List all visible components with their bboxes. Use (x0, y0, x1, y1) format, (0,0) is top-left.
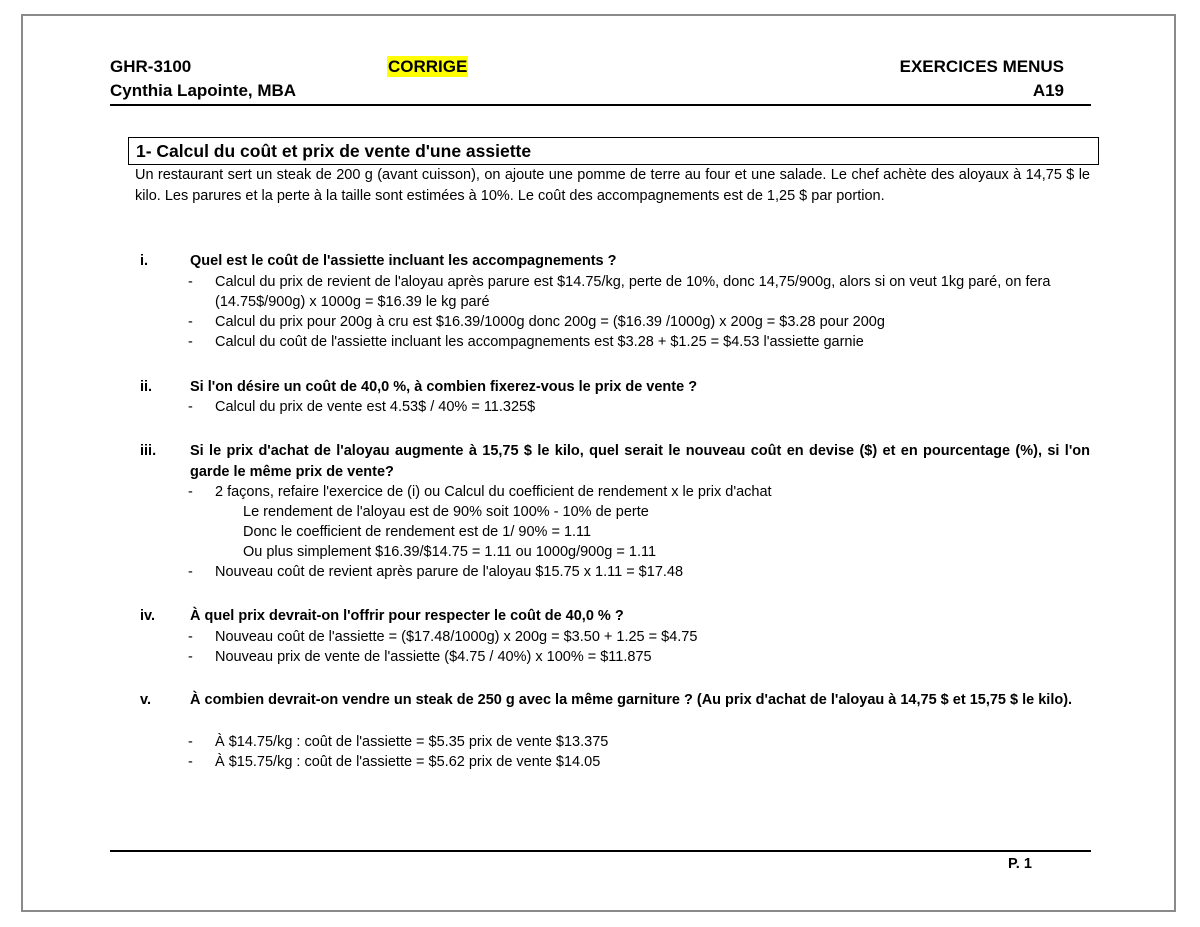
problem-statement: Un restaurant sert un steak de 200 g (avant cuisson), on ajoute une pomme de terre au four et une salade. Le chef achète des aloyaux à 14,75 $ le kilo. Les parures et la perte à la taille sont estimées à 10%. Le coût des accompagnements est de 1,25 $ par portion. (135, 167, 1090, 204)
question-text: À combien devrait-on vendre un steak de 250 g avec la même garniture ? (Au prix d'achat de l'aloyau à 14,75 $ et 15,75 $ le kilo). (190, 692, 1073, 708)
answer-list (188, 732, 1088, 772)
question-text: Quel est le coût de l'assiette incluant les accompagnements ? (190, 253, 617, 269)
question-number: i. (140, 253, 149, 269)
answer-item: - Calcul du prix de revient de l'aloyau après parure est $14.75/kg, perte de 10%, donc 14,75/900g, alors si on veut 1kg paré, on fera (14.75$/900g) x 1000g = $16.39 le kg paré (188, 274, 1051, 310)
answer-item: - Nouveau coût de l'assiette = ($17.48/1000g) x 200g = $3.50 + 1.25 = $4.75 (188, 629, 698, 645)
answer-item: - 2 façons, refaire l'exercice de (i) ou Calcul du coefficient de rendement x le prix d'achat (188, 484, 772, 500)
author-name: Cynthia Lapointe, MBA (110, 81, 297, 100)
question-text: À quel prix devrait-on l'offrir pour respecter le coût de 40,0 % ? (190, 608, 624, 624)
answer-subline: Le rendement de l'aloyau est de 90% soit 100% - 10% de perte (243, 504, 649, 520)
question-text: Si le prix d'achat de l'aloyau augmente à 15,75 $ le kilo, quel serait le nouveau coût en devise ($) et en pourcentage (%), si l'on garde le même prix de vente? (190, 443, 1090, 480)
answer-item: - À $14.75/kg : coût de l'assiette = $5.35 prix de vente $13.375 (188, 734, 609, 750)
answer-subline: Ou plus simplement $16.39/$14.75 = 1.11 ou 1000g/900g = 1.11 (243, 544, 657, 560)
question-number: iii. (140, 443, 157, 459)
footer-divider (110, 850, 1091, 852)
answer-item: - Nouveau prix de vente de l'assiette ($4.75 / 40%) x 100% = $11.875 (188, 649, 652, 665)
page-number: P. 1 (1008, 856, 1032, 872)
answer-list (188, 272, 1088, 352)
document-title: EXERCICES MENUS (899, 57, 1064, 76)
answer-item: - Calcul du coût de l'assiette incluant les accompagnements est $3.28 + $1.25 = $4.53 l'assiette garnie (188, 334, 864, 350)
page-header (110, 56, 1090, 108)
answer-list (188, 397, 1088, 417)
question-number: ii. (140, 379, 153, 395)
answer-subline: Donc le coefficient de rendement est de 1/ 90% = 1.11 (243, 524, 592, 540)
answer-item: - Calcul du prix pour 200g à cru est $16.39/1000g donc 200g = ($16.39 /1000g) x 200g = $3.28 pour 200g (188, 314, 885, 330)
corrige-badge: CORRIGE (388, 57, 468, 76)
answer-list (188, 482, 1088, 582)
answer-list (188, 627, 1088, 667)
section-title-box (128, 137, 1099, 165)
header-divider (110, 104, 1091, 106)
question-number: iv. (140, 608, 156, 624)
question-text: Si l'on désire un coût de 40,0 %, à combien fixerez-vous le prix de vente ? (190, 379, 698, 395)
answer-item: - Nouveau coût de revient après parure de l'aloyau $15.75 x 1.11 = $17.48 (188, 564, 684, 580)
section-title: 1- Calcul du coût et prix de vente d'une assiette (136, 141, 532, 161)
course-code: GHR-3100 (110, 57, 192, 76)
answer-item: - Calcul du prix de vente est 4.53$ / 40% = 11.325$ (188, 399, 536, 415)
answer-item: - À $15.75/kg : coût de l'assiette = $5.62 prix de vente $14.05 (188, 754, 601, 770)
semester-code: A19 (1032, 81, 1064, 100)
question-number: v. (140, 692, 152, 708)
